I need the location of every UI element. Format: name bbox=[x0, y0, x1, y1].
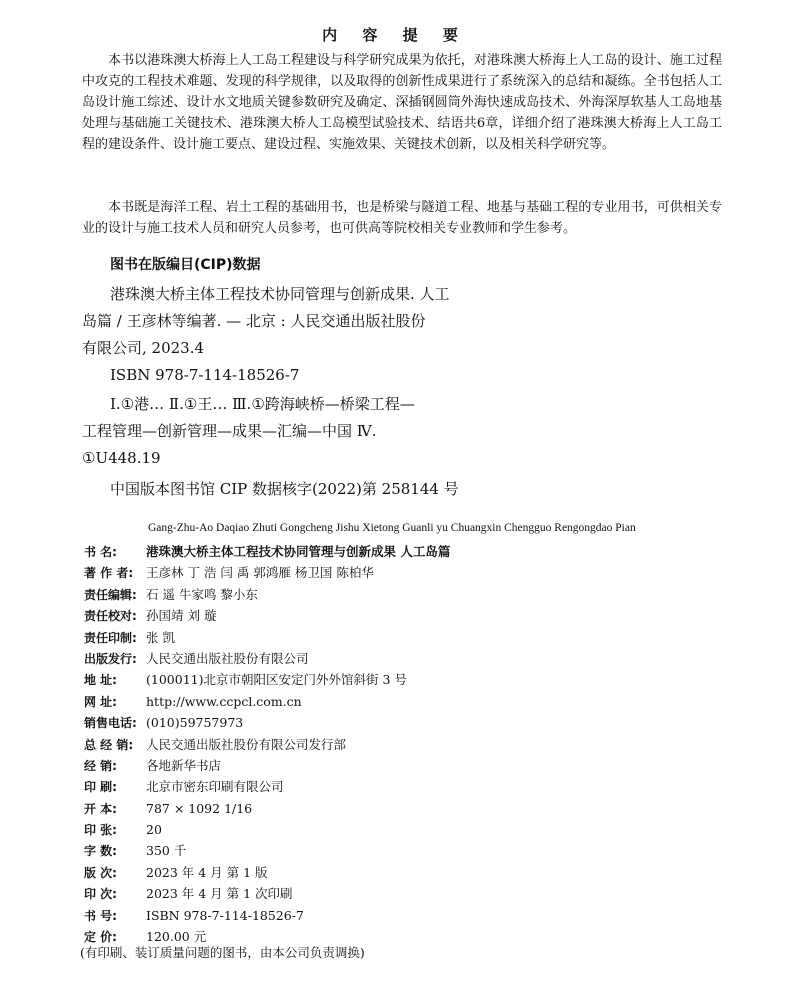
meta-label: 责任印制: bbox=[84, 630, 137, 645]
meta-row bbox=[84, 627, 724, 648]
meta-label: 经 销: bbox=[84, 758, 117, 773]
meta-label: 书 号: bbox=[84, 908, 117, 923]
meta-row bbox=[84, 541, 724, 562]
meta-value: ISBN 978-7-114-18526-7 bbox=[146, 907, 304, 923]
summary-paragraph-2: 本书既是海洋工程、岩土工程的基础用书，也是桥梁与隧道工程、地基与基础工程的专业用书，可供相关专业的设计与施工技术人员和研究人员参考，也可供高等院校相关专业教师和学生参考。 bbox=[82, 200, 722, 236]
meta-label: 印 次: bbox=[84, 887, 117, 902]
meta-row bbox=[84, 819, 724, 840]
meta-label: 责任编辑: bbox=[84, 587, 137, 602]
meta-row bbox=[84, 584, 724, 605]
meta-label: 地 址: bbox=[84, 673, 117, 688]
meta-label: 定 价: bbox=[84, 930, 117, 945]
summary-title: 内 容 提 要 bbox=[322, 26, 468, 44]
meta-label: 总 经 销: bbox=[84, 737, 134, 752]
meta-row bbox=[84, 691, 724, 712]
pinyin-title: Gang-Zhu-Ao Daqiao Zhuti Gongcheng Jishu Xietong Guanli yu Chuangxin Chengguo Rengongdao Pian bbox=[148, 522, 636, 534]
meta-value: 人民交通出版社股份有限公司发行部 bbox=[146, 736, 347, 752]
meta-label: 版 次: bbox=[84, 865, 117, 880]
cip-heading: 图书在版编目(CIP)数据 bbox=[110, 257, 261, 273]
meta-value: 787 × 1092 1/16 bbox=[146, 800, 253, 816]
meta-row bbox=[84, 605, 724, 626]
cip-verification bbox=[82, 476, 702, 503]
meta-row bbox=[84, 840, 724, 861]
meta-row bbox=[84, 669, 724, 690]
meta-value: 2023 年 4 月 第 1 次印刷 bbox=[146, 886, 293, 902]
meta-value: 人民交通出版社股份有限公司 bbox=[146, 650, 309, 666]
meta-label: 书 名: bbox=[84, 545, 117, 559]
cip-line-7: ①U448.19 bbox=[82, 449, 161, 467]
cip-line-8: 中国版本图书馆 CIP 数据核字(2022)第 258144 号 bbox=[110, 480, 459, 498]
cip-line-6: 工程管理—创新管理—成果—汇编—中国 Ⅳ. bbox=[82, 422, 377, 440]
meta-label: 著 作 者: bbox=[84, 566, 134, 581]
cip-line-2: 岛篇 / 王彦林等编著. — 北京 : 人民交通出版社股份 bbox=[82, 312, 426, 330]
meta-label: 开 本: bbox=[84, 801, 117, 816]
meta-label: 字 数: bbox=[84, 844, 117, 859]
meta-value: 20 bbox=[146, 822, 162, 838]
meta-row bbox=[84, 734, 724, 755]
meta-row bbox=[84, 712, 724, 733]
meta-value: 石 遥 牛家鸣 黎小东 bbox=[146, 586, 258, 602]
publication-metadata bbox=[84, 541, 724, 947]
meta-row bbox=[84, 798, 724, 819]
meta-value: 120.00 元 bbox=[146, 929, 207, 945]
summary-paragraph-1: 本书以港珠澳大桥海上人工岛工程建设与科学研究成果为依托，对港珠澳大桥海上人工岛的设计、施工过程中攻克的工程技术难题、发现的科学规律，以及取得的创新性成果进行了系统深入的总结和凝练。全书包括人工岛设计施工综述、设计水文地质关键参数研究及确定、深插钢圆筒外海快速成岛技术、外海深厚软基人工岛地基处理与基础施工关键技术、港珠澳大桥人工岛模型试验技术、结语共6章，详细介绍了港珠澳大桥海上人工岛工程的建设条件、设计施工要点、建设过程、实施效果、关键技术创新，以及相关科学研究等。 bbox=[82, 53, 722, 152]
meta-row bbox=[84, 862, 724, 883]
meta-label: 网 址: bbox=[84, 694, 117, 709]
meta-row bbox=[84, 755, 724, 776]
meta-value: 各地新华书店 bbox=[146, 757, 222, 773]
meta-row bbox=[84, 648, 724, 669]
cip-line-1: 港珠澳大桥主体工程技术协同管理与创新成果. 人工 bbox=[110, 285, 450, 303]
cip-line-3: 有限公司, 2023.4 bbox=[82, 339, 205, 357]
cip-line-isbn: ISBN 978-7-114-18526-7 bbox=[110, 366, 300, 384]
cip-classification bbox=[82, 391, 702, 472]
footer-note: (有印刷、装订质量问题的图书，由本公司负责调换) bbox=[80, 945, 365, 960]
meta-value: 北京市密东印刷有限公司 bbox=[146, 779, 284, 795]
meta-value: 2023 年 4 月 第 1 版 bbox=[146, 864, 268, 880]
meta-row bbox=[84, 905, 724, 926]
meta-label: 销售电话: bbox=[84, 716, 137, 731]
meta-value: 350 千 bbox=[146, 843, 187, 859]
meta-value: 张 凯 bbox=[146, 629, 175, 645]
meta-label: 责任校对: bbox=[84, 609, 137, 624]
meta-label: 印 刷: bbox=[84, 780, 117, 795]
meta-label: 印 张: bbox=[84, 823, 117, 838]
meta-row bbox=[84, 562, 724, 583]
cip-record bbox=[82, 281, 702, 389]
cip-line-5: Ⅰ.①港… Ⅱ.①王… Ⅲ.①跨海峡桥—桥梁工程— bbox=[110, 395, 415, 413]
meta-label: 出版发行: bbox=[84, 651, 137, 666]
meta-row bbox=[84, 776, 724, 797]
meta-value: (010)59757973 bbox=[146, 715, 244, 731]
meta-value: 孙国靖 刘 璇 bbox=[146, 608, 217, 624]
meta-value: (100011)北京市朝阳区安定门外外馆斜街 3 号 bbox=[146, 672, 407, 688]
meta-value: 港珠澳大桥主体工程技术协同管理与创新成果 人工岛篇 bbox=[146, 544, 451, 559]
meta-row bbox=[84, 883, 724, 904]
website-link[interactable]: http://www.ccpcl.com.cn bbox=[146, 693, 302, 709]
meta-value: 王彦林 丁 浩 闫 禹 郭鸿雁 杨卫国 陈柏华 bbox=[146, 565, 374, 581]
